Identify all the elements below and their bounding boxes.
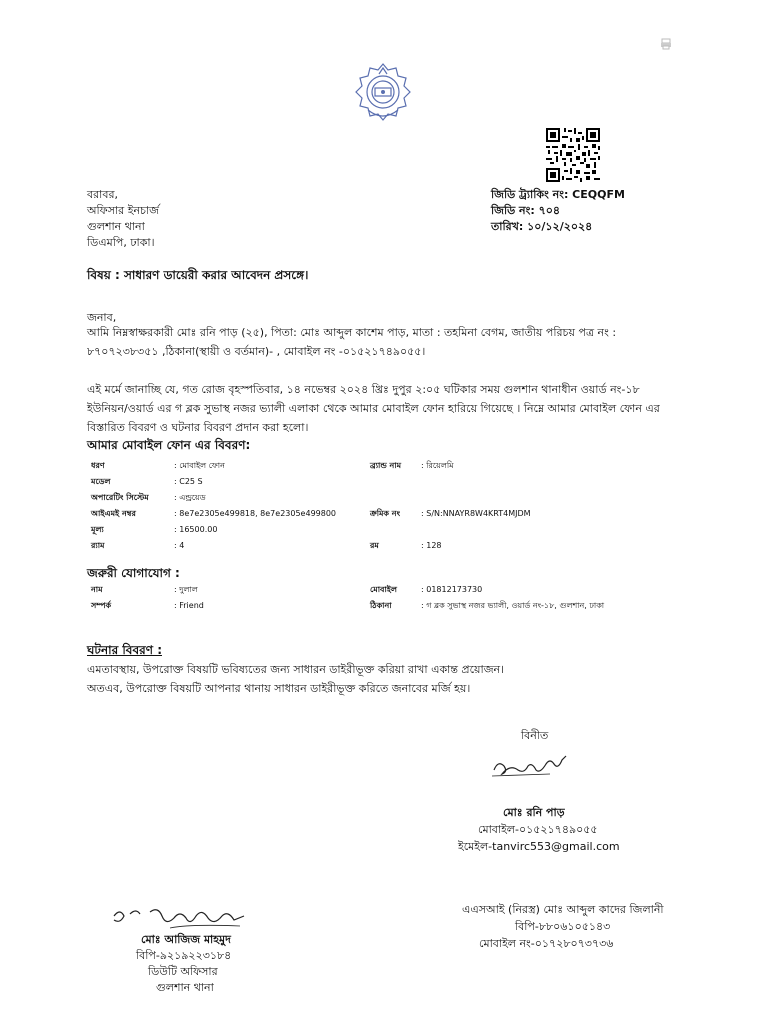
recipient-line: বরাবর, xyxy=(87,188,119,201)
salutation: জনাব, xyxy=(87,311,117,324)
duty-officer-bp: বিপি-৯২১৯২২৩১৮৪ xyxy=(136,949,232,962)
contact-relation-value: : Friend xyxy=(174,601,204,610)
incident-intro-line: বিস্তারিত বিবরণ ও ঘটনার বিবরণ প্রদান করা হলো। xyxy=(87,421,309,434)
applicant-name: মোঃ রনি পাড় xyxy=(503,806,565,819)
incident-intro-line: এই মর্মে জানাচ্ছি যে, গত রোজ বৃহস্পতিবার, ১৪ নভেম্বর ২০২৪ খ্রিঃ দুপুর ২:০৫ ঘটিকার সময় গুলশান থানাধীন ওয়ার্ড নং-১৮ xyxy=(87,383,640,396)
phone-details-table xyxy=(91,458,531,554)
closing-word: বিনীত xyxy=(521,729,549,742)
gd-date: তারিখ: ১০/১২/২০২৪ xyxy=(491,220,593,233)
model-value: : C25 S xyxy=(174,477,203,486)
contact-details-table xyxy=(91,582,604,614)
ram-value: : 4 xyxy=(174,541,185,550)
gd-number: জিডি নং: ৭০৪ xyxy=(491,204,561,217)
incident-intro-paragraph xyxy=(87,380,687,437)
contact-mobile-label: মোবাইল xyxy=(370,585,397,594)
brand-value: : রিয়েলমি xyxy=(421,461,454,470)
duty-officer-name: মোঃ আজিজ মাহমুদ xyxy=(141,933,231,946)
applicant-signature xyxy=(490,752,570,782)
os-value: : এন্ড্রয়েড xyxy=(174,493,206,502)
recipient-line: ডিএমপি, ঢাকা। xyxy=(87,236,155,249)
rom-value: : 128 xyxy=(421,541,442,550)
brand-label: ব্র্যান্ড নাম xyxy=(370,461,402,470)
contact-address-value: : গ ব্লক সুভাস্থ নজর ভ্যালী, ওয়ার্ড নং-১৮, গুলশান, ঢাকা xyxy=(421,601,605,610)
ram-label: র‍্যাম xyxy=(91,541,105,550)
officer-right-title: এএসআই (নিরস্ত্র) মোঃ আব্দুল কাদের জিলানী xyxy=(462,903,664,916)
table-row xyxy=(91,490,531,506)
incident-line: অতএব, উপরোক্ত বিষয়টি আপনার থানায় সাধারন ডাইরীভূক্ত করিতে জনাবের মর্জি হয়। xyxy=(87,682,471,695)
phone-section-title: আমার মোবাইল ফোন এর বিবরণ: xyxy=(87,438,251,452)
gd-info xyxy=(491,187,625,235)
gd-tracking-number: জিডি ট্র্যাকিং নং: CEQQFM xyxy=(491,188,625,201)
table-row xyxy=(91,458,531,474)
incident-section-title: ঘটনার বিবরণ : xyxy=(87,643,162,657)
qr-code-icon xyxy=(546,128,600,182)
rom-label: রম xyxy=(370,541,379,550)
imei-value: : 8e7e2305e499818, 8e7e2305e499800 xyxy=(174,509,337,518)
os-label: অপারেটিং সিস্টেম xyxy=(91,493,149,502)
intro-line: ৮৭০৭২৩৮৩৫১ ,ঠিকানা(স্থায়ী ও বর্তমান)- , মোবাইল নং -০১৫২১৭৪৯০৫৫। xyxy=(87,345,426,358)
officer-right-mobile: মোবাইল নং-০১৭২৮০৭৩৭৩৬ xyxy=(479,937,614,950)
intro-paragraph xyxy=(87,323,687,361)
model-label: মডেল xyxy=(91,477,111,486)
table-row xyxy=(91,522,531,538)
applicant-email: ইমেইল-tanvirc553@gmail.com xyxy=(458,840,620,853)
applicant-mobile: মোবাইল-০১৫২১৭৪৯০৫৫ xyxy=(478,823,598,836)
contact-name-value: : দুলাল xyxy=(174,585,198,594)
intro-line: আমি নিম্নস্বাক্ষরকারী মোঃ রনি পাড় (২৫), পিতা: মোঃ আব্দুল কাশেম পাড়, মাতা : তহমিনা বেগম, জাতীয় পরিচয় পত্র নং : xyxy=(87,326,617,339)
incident-intro-line: ইউনিয়ন/ওয়ার্ড এর গ ব্লক সুভাস্থ নজর ভ্যালী এলাকা থেকে আমার মোবাইল ফোন হারিয়ে গিয়েছে । নিম্নে আমার মোবাইল ফোন এর xyxy=(87,402,660,415)
recipient-line: অফিসার ইনচার্জ xyxy=(87,204,159,217)
contact-section-title: জরুরী যোগাযোগ : xyxy=(87,566,180,580)
recipient-line: গুলশান থানা xyxy=(87,220,145,233)
serial-value: : S/N:NNAYR8W4KRT4MJDM xyxy=(421,509,531,518)
duty-officer-role: ডিউটি অফিসার xyxy=(148,965,218,978)
type-value: : মোবাইল ফোন xyxy=(174,461,225,470)
table-row xyxy=(91,582,604,598)
duty-officer-signature xyxy=(110,904,250,934)
incident-description xyxy=(87,660,504,698)
subject-line: বিষয় : সাধারণ ডায়েরী করার আবেদন প্রসঙ্গে। xyxy=(87,268,309,282)
police-emblem-icon xyxy=(348,60,418,126)
price-label: মূল্য xyxy=(91,525,104,534)
imei-label: আইএমই নম্বর xyxy=(91,509,136,518)
table-row xyxy=(91,506,531,522)
contact-mobile-value: : 01812173730 xyxy=(421,585,483,594)
type-label: ধরণ xyxy=(91,461,105,470)
serial-label: ক্রমিক নং xyxy=(370,509,401,518)
table-row xyxy=(91,474,531,490)
duty-officer-station: গুলশান থানা xyxy=(156,981,214,994)
table-row xyxy=(91,538,531,554)
officer-right-bp: বিপি-৮৮০৬১০৫১৪৩ xyxy=(515,920,611,933)
contact-address-label: ঠিকানা xyxy=(370,601,392,610)
recipient-address xyxy=(87,187,159,251)
incident-line: এমতাবস্থায়, উপরোক্ত বিষয়টি ভবিষ্যতের জন্য সাধারন ডাইরীভূক্ত করিয়া রাখা একান্ত প্রয়োজন। xyxy=(87,663,505,676)
price-value: : 16500.00 xyxy=(174,525,218,534)
contact-relation-label: সম্পর্ক xyxy=(91,601,112,610)
printer-icon[interactable] xyxy=(660,38,672,50)
contact-name-label: নাম xyxy=(91,585,103,594)
table-row xyxy=(91,598,604,614)
